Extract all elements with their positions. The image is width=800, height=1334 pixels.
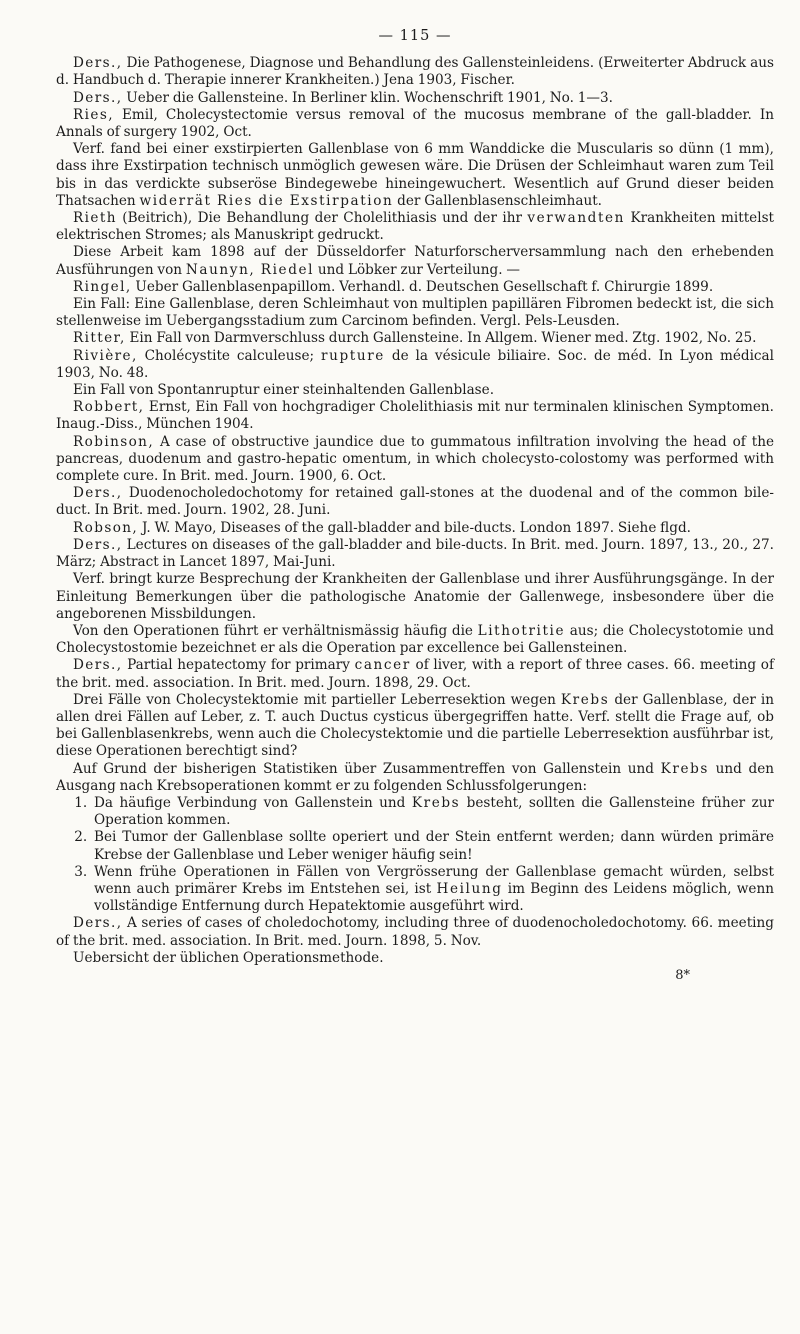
entry-text: Ernst, Ein Fall von hochgradiger Cholelithiasis mit nur terminalen klinischen Symptomen. Inaug.-Diss., München 1904. bbox=[56, 399, 774, 433]
entry-text: Lectures on diseases of the gall-bladder and bile-ducts. In Brit. med. Journ. 1897, 13., 20., 27. März; Abstract in Lancet 1897, Mai-Juni. bbox=[56, 536, 774, 571]
entry-summary bbox=[56, 692, 774, 761]
bib-entry bbox=[56, 537, 774, 571]
summary-text: aus; die Cholecystotomie und Cholecystostomie bezeichnet er als die Operation par excellence bei Gallensteinen. bbox=[56, 622, 774, 657]
summary-text: Verf. fand bei einer exstirpierten Gallenblase von 6 mm Wanddicke die Muscularis so dünn (1 mm), dass ihre Exstirpation technisch unmöglich gewesen wäre. Die Drüsen der Schleimhaut waren zum Teil bis in das verdickte subseröse Bindegewebe hineingewuchert. Wesentlich auf Grund dieser beiden Thatsachen bbox=[56, 141, 774, 209]
list-item-text: Wenn frühe Operationen in Fällen von Vergrösserung der Gallenblase gemacht würden, selbst wenn auch primärer Krebs im Entstehen sei, ist bbox=[94, 863, 774, 897]
summary-text: und den Ausgang nach Krebsoperationen kommt er zu folgenden Schlussfolgerungen: bbox=[56, 760, 774, 794]
entry-author: Robinson, bbox=[73, 433, 155, 450]
summary-text: und Löbker zur Verteilung. — bbox=[314, 261, 520, 278]
entry-author: Ders., bbox=[73, 485, 123, 502]
emphasis-text: cancer bbox=[354, 657, 411, 674]
entry-author: Ders., bbox=[73, 657, 123, 674]
page-signature: 8* bbox=[675, 967, 690, 983]
emphasis-text: Naunyn, Riedel bbox=[185, 261, 315, 278]
bib-entry bbox=[56, 55, 774, 89]
entry-summary bbox=[56, 761, 774, 795]
entry-author: Ders., bbox=[73, 89, 123, 106]
entry-text: de la vésicule biliaire. Soc. de méd. In Lyon médical 1903, No. 48. bbox=[56, 347, 775, 381]
emphasis-text: Lithotritie bbox=[477, 622, 566, 639]
entry-text: (Beitrich), Die Behandlung der Cholelithiasis und der ihr bbox=[116, 210, 528, 227]
entry-text: J. W. Mayo, Diseases of the gall-bladder and bile-ducts. London 1897. Siehe flgd. bbox=[138, 519, 691, 536]
entry-text: Die Pathogenese, Diagnose und Behandlung des Gallensteinleidens. (Erweiterter Abdruck aus d. Handbuch d. Therapie innerer Krankheiten.) Jena 1903, Fischer. bbox=[56, 55, 774, 89]
entry-author: Ries, bbox=[73, 106, 114, 123]
entry-author: Ringel, bbox=[73, 278, 132, 295]
entry-author: Ders., bbox=[73, 915, 123, 932]
list-item-text: Da häufige Verbindung von Gallenstein und bbox=[94, 794, 412, 811]
emphasis-text: rupture bbox=[321, 347, 385, 364]
entry-text: A case of obstructive jaundice due to gummatous infiltration involving the head of the pancreas, duodenum and gastro-hepatic omentum, in which cholecysto-colostomy was performed with complete cure. In Brit. med. Journ. 1900, 6. Oct. bbox=[56, 433, 774, 485]
entry-summary: Ein Fall von Spontanruptur einer steinhaltenden Gallenblase. bbox=[73, 382, 495, 399]
summary-text: Diese Arbeit kam 1898 auf der Düsseldorfer Naturforscherversammlung nach den erhebenden Ausführungen von bbox=[56, 244, 774, 278]
page-number: — 115 — bbox=[378, 28, 452, 44]
entry-text: Partial hepatectomy for primary bbox=[122, 657, 355, 674]
entry-text: Ueber die Gallensteine. In Berliner klin. Wochenschrift 1901, No. 1—3. bbox=[122, 89, 613, 106]
entry-author: Robson, bbox=[73, 519, 139, 536]
entry-text: Ein Fall von Darmverschluss durch Gallensteine. In Allgem. Wiener med. Ztg. 1902, No. 25. bbox=[125, 330, 757, 347]
summary-text: der Gallenblase, der in allen drei Fällen auf Leber, z. T. auch Ductus cysticus übergegriffen hatte. Verf. stellt die Frage auf, ob bei Gallenblasenkrebs, wenn auch die Cholecystektomie und die partielle Leberresektion ausführbar ist, diese Operationen berechtigt sind? bbox=[56, 691, 774, 760]
emphasis-text: Krebs bbox=[411, 794, 461, 811]
conclusions-list bbox=[56, 795, 774, 915]
emphasis-text: Krebs bbox=[560, 691, 610, 708]
bib-entry bbox=[56, 434, 774, 486]
bib-entry bbox=[56, 348, 774, 382]
entry-author: Rieth bbox=[73, 210, 117, 227]
list-item bbox=[91, 864, 774, 916]
entry-summary bbox=[56, 141, 774, 210]
list-item-text: im Beginn des Leidens möglich, wenn vollständige Entfernung durch Hepatektomie ausgeführt wird. bbox=[94, 880, 774, 915]
bib-entry bbox=[56, 520, 774, 537]
bib-entry bbox=[56, 485, 774, 519]
list-item-text: Bei Tumor der Gallenblase sollte operiert und der Stein entfernt werden; dann würden primäre Krebse der Gallenblase und Leber weniger häufig sein! bbox=[94, 829, 774, 863]
summary-text: Von den Operationen führt er verhältnismässig häufig die bbox=[73, 622, 478, 639]
bib-entry bbox=[56, 657, 774, 691]
summary-text: der Gallenblasenschleimhaut. bbox=[393, 192, 603, 209]
bib-entry bbox=[56, 399, 774, 433]
entry-text: Ueber Gallenblasenpapillom. Verhandl. d. Deutschen Gesellschaft f. Chirurgie 1899. bbox=[131, 278, 714, 295]
entry-text: Duodenocholedochotomy for retained gall-stones at the duodenal and of the common bile-duct. In Brit. med. Journ. 1902, 28. Juni. bbox=[56, 485, 774, 519]
bib-entry bbox=[56, 330, 774, 347]
entry-author: Ders., bbox=[73, 55, 123, 72]
entry-text: Emil, Cholecystectomie versus removal of the mucosus membrane of the gall-bladder. In Annals of surgery 1902, Oct. bbox=[56, 106, 774, 141]
emphasis-text: Heilung bbox=[436, 880, 503, 897]
entry-summary bbox=[56, 623, 774, 657]
emphasis-text: widerrät Ries die Exstirpation bbox=[139, 192, 394, 209]
bib-entry bbox=[56, 915, 774, 949]
entry-author: Ritter, bbox=[73, 330, 126, 347]
bib-entry bbox=[56, 107, 774, 141]
list-item bbox=[91, 795, 774, 829]
emphasis-text: verwandten bbox=[527, 210, 626, 227]
entry-author: Rivière, bbox=[73, 347, 138, 364]
entry-summary: Verf. bringt kurze Besprechung der Krankheiten der Gallenblase und ihrer Ausführungsgänge. In der Einleitung Bemerkungen über die pathologische Anatomie der Gallenwege, insbesondere über die angeborenen Missbildungen. bbox=[56, 571, 774, 622]
bibliography-text bbox=[56, 55, 774, 984]
entry-text: Krankheiten mittelst elektrischen Stromes; als Manuskript gedruckt. bbox=[56, 210, 775, 244]
entry-text: A series of cases of choledochotomy, including three of duodenocholedochotomy. 66. meeting of the brit. med. association. In Brit. med. Journ. 1898, 5. Nov. bbox=[56, 915, 774, 949]
summary-text: Auf Grund der bisherigen Statistiken über Zusammentreffen von Gallenstein und bbox=[73, 760, 661, 777]
entry-summary: Uebersicht der üblichen Operationsmethode. bbox=[73, 949, 384, 966]
bib-entry bbox=[56, 90, 774, 107]
entry-author: Robbert, bbox=[73, 399, 145, 416]
entry-summary bbox=[56, 244, 774, 278]
list-item-text: besteht, sollten die Gallensteine früher zur Operation kommen. bbox=[94, 794, 775, 829]
emphasis-text: Krebs bbox=[660, 760, 710, 777]
list-item bbox=[91, 829, 774, 863]
summary-text: Drei Fälle von Cholecystektomie mit partieller Leberresektion wegen bbox=[73, 691, 561, 708]
entry-text: Cholécystite calculeuse; bbox=[137, 347, 322, 364]
bib-entry bbox=[56, 210, 774, 244]
entry-summary: Ein Fall: Eine Gallenblase, deren Schleimhaut von multiplen papillären Fibromen bedeckt ist, die sich stellenweise im Uebergangsstadium zum Carcinom befinden. Vergl. Pels-Leusden. bbox=[56, 296, 774, 330]
bib-entry bbox=[56, 279, 774, 296]
entry-author: Ders., bbox=[73, 536, 123, 553]
entry-text: of liver, with a report of three cases. 66. meeting of the brit. med. association. In Brit. med. Journ. 1898, 29. Oct. bbox=[56, 657, 775, 691]
